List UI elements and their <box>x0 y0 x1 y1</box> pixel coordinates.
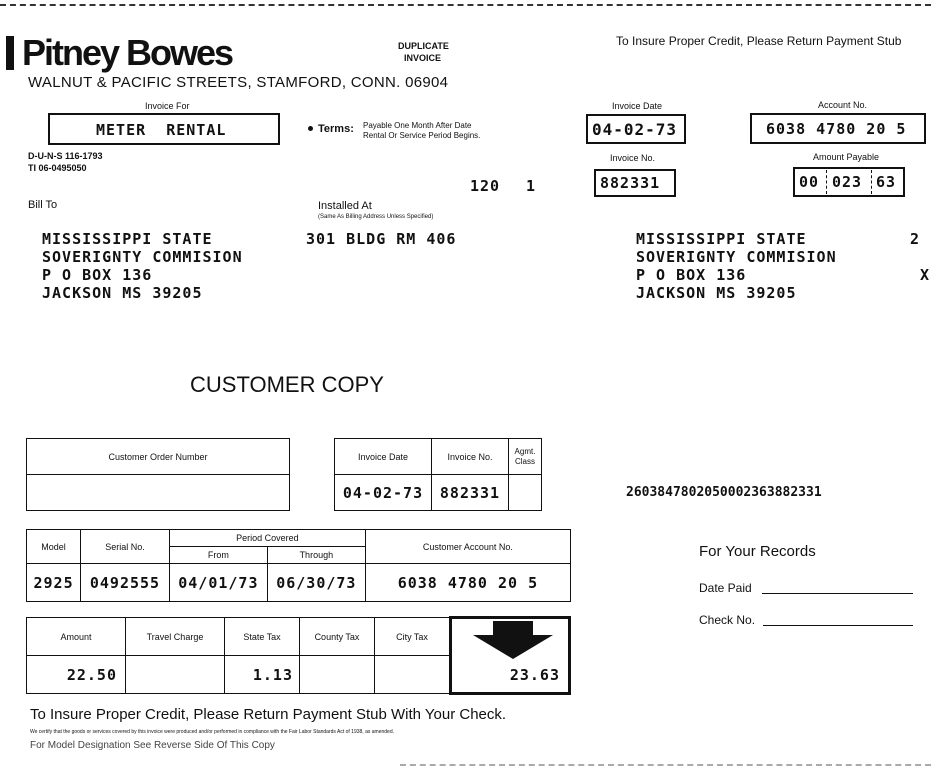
amount-header: Amount <box>27 618 126 656</box>
bill-to-line-1: MISSISSIPPI STATE <box>42 230 213 248</box>
doc-type-line2: INVOICE <box>404 53 442 63</box>
serial-header: Serial No. <box>81 530 170 564</box>
model-header: Model <box>27 530 81 564</box>
remit-line-3: P O BOX 136 <box>636 266 747 284</box>
installed-at-value: 301 BLDG RM 406 <box>306 230 457 248</box>
remit-line-2: SOVERIGNTY COMMISION <box>636 248 837 266</box>
amount-payable-part2: 023 <box>832 173 863 191</box>
footer-notice: To Insure Proper Credit, Please Return Payment Stub With Your Check. <box>30 706 507 723</box>
customer-order-label: Customer Order Number <box>27 439 290 475</box>
ti-number: TI 06-0495050 <box>28 163 87 173</box>
serial-value: 0492555 <box>81 564 170 602</box>
duns-number: D-U-N-S 116-1793 <box>28 151 103 161</box>
doc-type-line1: DUPLICATE <box>398 41 449 51</box>
company-address: WALNUT & PACIFIC STREETS, STAMFORD, CONN. 06904 <box>28 74 449 91</box>
invoice-info-table <box>334 438 542 511</box>
footer-fine-print: We certify that the goods or services covered by this invoice were produced and/or performed in compliance with the Fair Labor Standards Act of 1938, as amended. <box>30 729 394 735</box>
through-value: 06/30/73 <box>267 564 365 602</box>
account-no-label: Account No. <box>818 100 868 110</box>
model-value: 2925 <box>27 564 81 602</box>
through-header: Through <box>267 547 365 564</box>
installed-at-label: Installed At <box>318 200 372 212</box>
top-notice: To Insure Proper Credit, Please Return Payment Stub <box>616 34 902 48</box>
records-title: For Your Records <box>699 543 816 560</box>
inv-table-agmt-header: Agmt. Class <box>509 439 542 475</box>
bill-to-line-4: JACKSON MS 39205 <box>42 284 203 302</box>
down-arrow-icon <box>468 621 558 661</box>
terms-label: Terms: <box>318 123 354 135</box>
amount-divider-1 <box>826 170 827 194</box>
inv-table-no-header: Invoice No. <box>432 439 509 475</box>
bill-to-line-2: SOVERIGNTY COMMISION <box>42 248 243 266</box>
date-paid-line[interactable] <box>762 593 913 594</box>
check-no-label: Check No. <box>699 613 756 627</box>
inv-table-date-header: Invoice Date <box>335 439 432 475</box>
state-tax-header: State Tax <box>225 618 300 656</box>
terms-line2: Rental Or Service Period Begins. <box>363 131 481 140</box>
city-tax-header: City Tax <box>375 618 451 656</box>
terms-bullet <box>308 126 313 131</box>
remit-mark-1: 2 <box>910 230 921 248</box>
bill-to-address <box>42 230 243 302</box>
customer-copy-title: CUSTOMER COPY <box>190 372 384 397</box>
bill-to-line-3: P O BOX 136 <box>42 266 153 284</box>
amount-divider-2 <box>871 170 872 194</box>
invoice-no-value: 882331 <box>600 174 661 192</box>
code-a: 120 <box>470 177 501 195</box>
date-paid-label: Date Paid <box>699 581 752 595</box>
amount-table <box>26 616 571 695</box>
terms-line1: Payable One Month After Date <box>363 121 472 130</box>
from-header: From <box>169 547 267 564</box>
footer-model-note: For Model Designation See Reverse Side Of This Copy <box>30 740 275 751</box>
remit-line-4: JACKSON MS 39205 <box>636 284 797 302</box>
amount-payable-part3: 63 <box>876 173 897 191</box>
account-no-value: 6038 4780 20 5 <box>766 120 907 138</box>
invoice-date-label: Invoice Date <box>612 101 663 111</box>
total-value: 23.63 <box>509 666 560 684</box>
remit-mark-2: X <box>920 266 931 284</box>
travel-header: Travel Charge <box>126 618 225 656</box>
remit-line-1: MISSISSIPPI STATE <box>636 230 807 248</box>
installed-at-sublabel: (Same As Billing Address Unless Specified) <box>318 214 434 220</box>
inv-table-date: 04-02-73 <box>335 475 432 511</box>
customer-order-table <box>26 438 290 511</box>
remit-address <box>636 230 837 302</box>
city-tax-value <box>375 656 451 694</box>
invoice-date-value: 04-02-73 <box>592 120 678 139</box>
county-tax-header: County Tax <box>300 618 375 656</box>
total-cell <box>451 618 570 694</box>
amount-payable-label: Amount Payable <box>813 152 880 162</box>
inv-table-agmt <box>509 475 542 511</box>
code-b: 1 <box>526 177 537 195</box>
customer-order-value <box>27 475 290 511</box>
amount-payable-part1: 00 <box>799 173 820 191</box>
account-value: 6038 4780 20 5 <box>365 564 570 602</box>
scan-line: 2603847802050002363882331 <box>626 485 822 500</box>
account-header: Customer Account No. <box>365 530 570 564</box>
amount-value: 22.50 <box>27 656 126 694</box>
inv-table-no: 882331 <box>432 475 509 511</box>
state-tax-value: 1.13 <box>225 656 300 694</box>
invoice-no-label: Invoice No. <box>610 153 656 163</box>
county-tax-value <box>300 656 375 694</box>
bill-to-label: Bill To <box>28 199 58 211</box>
travel-value <box>126 656 225 694</box>
company-logo: Pitney Bowes <box>22 32 233 73</box>
model-table <box>26 529 571 602</box>
invoice-for-value: METER RENTAL <box>96 121 227 139</box>
period-header: Period Covered <box>169 530 365 547</box>
perforation-top <box>0 4 931 6</box>
logo-mark <box>6 36 14 70</box>
check-no-line[interactable] <box>763 625 913 626</box>
invoice-for-label: Invoice For <box>145 101 190 111</box>
from-value: 04/01/73 <box>169 564 267 602</box>
perforation-bottom <box>400 764 931 766</box>
